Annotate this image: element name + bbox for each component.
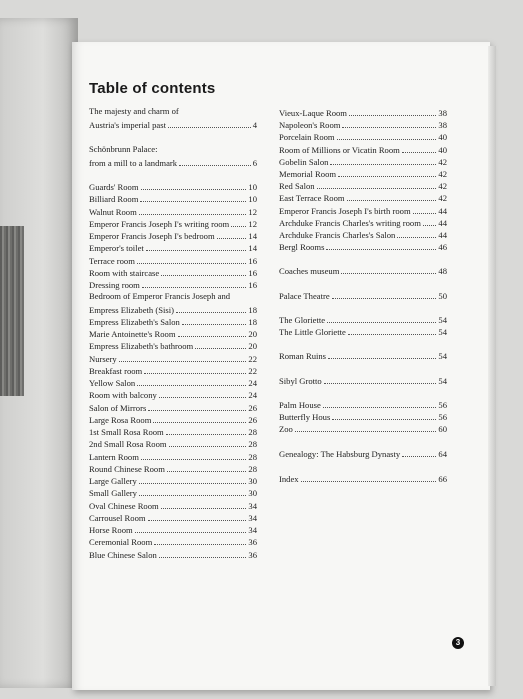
toc-entry bbox=[279, 130, 447, 143]
toc-entry-title: Large Gallery bbox=[89, 476, 137, 486]
dot-leader bbox=[217, 229, 247, 239]
toc-entry bbox=[89, 241, 257, 254]
toc-entry bbox=[279, 118, 447, 131]
toc-entry bbox=[279, 106, 447, 119]
toc-entry bbox=[279, 374, 447, 387]
toc-entry-title: Blue Chinese Salon bbox=[89, 549, 157, 560]
toc-entry-title: Large Rosa Room bbox=[89, 414, 152, 425]
toc-entry-title: Breakfast room bbox=[89, 365, 143, 376]
toc-entry bbox=[89, 278, 257, 291]
dot-leader bbox=[338, 167, 436, 177]
dot-leader bbox=[141, 450, 247, 460]
toc-entry-title: Walnut Room bbox=[89, 206, 137, 217]
toc-entry-title: The Little Gloriette bbox=[279, 327, 346, 337]
dot-leader bbox=[142, 278, 247, 288]
toc-entry bbox=[89, 535, 257, 548]
toc-entry-title: Lantern Room bbox=[89, 451, 139, 462]
dot-leader bbox=[176, 303, 246, 313]
toc-entry-title: Index bbox=[279, 474, 299, 484]
left-page bbox=[0, 18, 78, 688]
toc-entry-page: 12 bbox=[248, 218, 257, 229]
toc-entry bbox=[89, 499, 257, 512]
toc-entry-title-line: The majesty and charm of bbox=[89, 106, 179, 116]
toc-entry-title: Small Gallery bbox=[89, 488, 137, 499]
toc-entry-title: Porcelain Room bbox=[279, 132, 335, 143]
toc-entry-page: 44 bbox=[438, 230, 447, 240]
toc-entry-page: 56 bbox=[438, 400, 447, 410]
toc-entry bbox=[89, 376, 257, 389]
toc-entry-page: 22 bbox=[248, 365, 257, 376]
toc-entry-page: 18 bbox=[248, 304, 257, 315]
toc-entry-page: 44 bbox=[438, 205, 447, 216]
toc-entry-title: Zoo bbox=[279, 424, 293, 434]
dot-leader bbox=[348, 325, 437, 335]
dot-leader bbox=[169, 437, 247, 447]
toc-entry bbox=[89, 425, 257, 438]
dot-leader bbox=[178, 327, 247, 337]
toc-entry bbox=[89, 437, 257, 450]
toc-entry bbox=[89, 548, 257, 561]
toc-entry bbox=[89, 486, 257, 499]
toc-entry-page: 34 bbox=[248, 512, 257, 523]
toc-entry-title: The Gloriette bbox=[279, 315, 326, 325]
dot-leader bbox=[327, 313, 436, 323]
dot-leader bbox=[295, 422, 437, 432]
dot-leader bbox=[347, 191, 437, 201]
dot-leader bbox=[317, 179, 437, 189]
toc-entry bbox=[89, 205, 257, 218]
dot-leader bbox=[328, 349, 436, 359]
toc-entry-page: 56 bbox=[438, 412, 447, 422]
dot-leader bbox=[146, 241, 247, 251]
toc-entry bbox=[89, 462, 257, 475]
toc-entry bbox=[279, 349, 447, 362]
dot-leader bbox=[195, 339, 246, 349]
toc-entry bbox=[89, 192, 257, 205]
toc-entry-title: Marie Antoinette's Room bbox=[89, 329, 176, 339]
toc-entry-title: Guards' Room bbox=[89, 182, 139, 192]
toc-entry-page: 28 bbox=[248, 451, 257, 462]
toc-entry-title: Round Chinese Room bbox=[89, 463, 165, 474]
toc-entry-page: 42 bbox=[438, 193, 447, 204]
toc-entry-page: 20 bbox=[248, 329, 257, 339]
dot-leader bbox=[140, 192, 246, 202]
toc-entry-page: 30 bbox=[248, 476, 257, 486]
toc-entry-title: Terrace room bbox=[89, 255, 135, 266]
toc-entry-title: Room of Millions or Vicatin Room bbox=[279, 144, 400, 155]
toc-entry-title: Emperor Francis Joseph I's writing room bbox=[89, 218, 230, 229]
toc-entry-title: Genealogy: The Habsburg Dynasty bbox=[279, 449, 401, 459]
toc-entry bbox=[89, 339, 257, 352]
toc-entry-page: 42 bbox=[438, 156, 447, 167]
toc-entry-page: 64 bbox=[438, 449, 447, 459]
toc-entry bbox=[89, 266, 257, 279]
toc-entry bbox=[89, 327, 257, 340]
toc-entry-title: East Terrace Room bbox=[279, 193, 345, 204]
dot-leader bbox=[330, 155, 436, 165]
dot-leader bbox=[349, 106, 436, 116]
dot-leader bbox=[323, 398, 437, 408]
dot-leader bbox=[141, 180, 247, 190]
toc-entry bbox=[89, 474, 257, 487]
toc-entry-page: 28 bbox=[248, 463, 257, 474]
toc-entry-title: Empress Elizabeth (Sisi) bbox=[89, 304, 174, 315]
toc-entry bbox=[279, 325, 447, 338]
toc-entry bbox=[89, 303, 257, 316]
toc-entry bbox=[279, 179, 447, 192]
dot-leader bbox=[139, 486, 246, 496]
toc-entry-page: 16 bbox=[248, 280, 257, 290]
dot-leader bbox=[337, 130, 437, 140]
toc-entry-page: 36 bbox=[248, 549, 257, 560]
dot-leader bbox=[326, 240, 436, 250]
toc-entry-page: 54 bbox=[438, 376, 447, 386]
toc-entry-title: Room with balcony bbox=[89, 390, 157, 401]
dot-leader bbox=[332, 410, 436, 420]
toc-entry-page: 46 bbox=[438, 242, 447, 253]
dot-leader bbox=[135, 523, 247, 533]
toc-entry bbox=[89, 413, 257, 426]
toc-entry-page: 36 bbox=[248, 537, 257, 548]
toc-entry bbox=[279, 216, 447, 229]
toc-entry bbox=[89, 523, 257, 536]
dot-leader bbox=[153, 413, 246, 423]
toc-entry-page: 42 bbox=[438, 181, 447, 192]
toc-entry-page: 10 bbox=[248, 182, 257, 192]
page-edge bbox=[488, 46, 496, 686]
toc-entry-title: Empress Elizabeth's Salon bbox=[89, 316, 180, 327]
toc-entry-page: 24 bbox=[248, 378, 257, 388]
dot-leader bbox=[402, 143, 437, 153]
toc-entry-title: Empress Elizabeth's bathroom bbox=[89, 341, 194, 352]
page-title: Table of contents bbox=[89, 80, 216, 97]
toc-entry-title: Vieux-Laque Room bbox=[279, 108, 347, 118]
dot-leader bbox=[167, 462, 246, 472]
toc-entry-title-line: from a mill to a landmark bbox=[89, 158, 178, 168]
toc-entry-title: Emperor's toilet bbox=[89, 243, 144, 254]
toc-entry-page: 66 bbox=[438, 474, 447, 484]
toc-entry-page: 18 bbox=[248, 316, 257, 327]
dot-leader bbox=[301, 472, 437, 482]
toc-entry-title-line: Austria's imperial past bbox=[89, 120, 166, 130]
dot-leader bbox=[144, 364, 246, 374]
dot-leader bbox=[231, 217, 246, 227]
toc-entry bbox=[279, 240, 447, 253]
toc-entry-title: Salon of Mirrors bbox=[89, 402, 147, 413]
toc-entry bbox=[89, 352, 257, 365]
toc-entry bbox=[89, 217, 257, 230]
toc-entry bbox=[279, 447, 447, 460]
toc-entry bbox=[89, 450, 257, 463]
toc-entry bbox=[279, 472, 447, 485]
toc-entry-page: 26 bbox=[248, 402, 257, 413]
toc-entry-title: Ceremonial Room bbox=[89, 537, 153, 548]
toc-entry-title: Butterfly Hous bbox=[279, 412, 331, 422]
toc-entry bbox=[279, 143, 447, 156]
toc-entry bbox=[279, 155, 447, 168]
toc-entry-page: 26 bbox=[248, 414, 257, 425]
dot-leader bbox=[423, 216, 437, 226]
toc-entry-page: 50 bbox=[438, 291, 447, 301]
toc-entry-title-line: Schönbrunn Palace: bbox=[89, 144, 158, 154]
toc-entry-page: 22 bbox=[248, 353, 257, 364]
toc-entry bbox=[89, 254, 257, 267]
toc-entry-page: 28 bbox=[248, 439, 257, 450]
toc-entry-title: Archduke Francis Charles's writing room bbox=[279, 217, 421, 228]
toc-entry-title: 1st Small Rosa Room bbox=[89, 427, 164, 437]
toc-entry-title: Emperor Francis Joseph I's birth room bbox=[279, 205, 411, 216]
dot-leader bbox=[161, 499, 247, 509]
toc-entry-page: 24 bbox=[248, 390, 257, 401]
toc-entry-page: 30 bbox=[248, 488, 257, 499]
toc-entry-title: Gobelin Salon bbox=[279, 156, 329, 167]
toc-entry-page: 60 bbox=[438, 424, 447, 434]
dot-leader bbox=[168, 118, 251, 128]
toc-entry bbox=[279, 289, 447, 302]
toc-entry-title: Bergl Rooms bbox=[279, 242, 325, 253]
dot-leader bbox=[137, 254, 246, 264]
toc-entry bbox=[279, 422, 447, 435]
toc-entry bbox=[89, 401, 257, 414]
toc-entry-title: Horse Room bbox=[89, 525, 133, 535]
dot-leader bbox=[413, 204, 437, 214]
dot-leader bbox=[166, 425, 247, 435]
toc-entry-title: Billiard Room bbox=[89, 194, 139, 205]
toc-entry bbox=[279, 167, 447, 180]
toc-entry-page: 14 bbox=[248, 243, 257, 254]
toc-entry-title: Dressing room bbox=[89, 280, 140, 290]
toc-entry-page: 12 bbox=[248, 206, 257, 217]
toc-entry bbox=[89, 388, 257, 401]
toc-entry-page: 6 bbox=[252, 158, 257, 168]
dot-leader bbox=[182, 315, 247, 325]
dot-leader bbox=[139, 474, 247, 484]
toc-entry-page: 10 bbox=[248, 194, 257, 205]
toc-entry-page: 40 bbox=[438, 144, 447, 155]
dot-leader bbox=[397, 228, 436, 238]
toc-entry-title: 2nd Small Rosa Room bbox=[89, 439, 167, 450]
toc-entry-page: 42 bbox=[438, 169, 447, 179]
toc-entry bbox=[89, 229, 257, 242]
toc-entry-title: Nursery bbox=[89, 353, 117, 364]
dot-leader bbox=[341, 264, 436, 274]
toc-entry-title: Memorial Room bbox=[279, 169, 337, 179]
toc-entry-page: 54 bbox=[438, 351, 447, 361]
toc-entry-page: 16 bbox=[248, 255, 257, 266]
toc-entry bbox=[89, 118, 257, 131]
toc-entry-title: Room with staircase bbox=[89, 267, 160, 278]
toc-entry-page: 38 bbox=[438, 120, 447, 131]
dot-leader bbox=[159, 548, 247, 558]
dot-leader bbox=[154, 535, 246, 545]
toc-entry-title: Bedroom of Emperor Francis Joseph and bbox=[89, 291, 231, 302]
dot-leader bbox=[148, 401, 246, 411]
toc-entry-title: Palm House bbox=[279, 400, 321, 410]
dot-leader bbox=[342, 118, 436, 128]
toc-entry bbox=[89, 290, 257, 302]
toc-entry-page: 14 bbox=[248, 231, 257, 241]
toc-entry bbox=[89, 315, 257, 328]
toc-entry bbox=[279, 264, 447, 277]
dot-leader bbox=[179, 156, 251, 166]
toc-entry-title: Palace Theatre bbox=[279, 291, 330, 301]
toc-entry-page: 34 bbox=[248, 500, 257, 511]
toc-entry-page: 40 bbox=[438, 132, 447, 143]
page-number-badge: 3 bbox=[452, 637, 464, 649]
toc-entry-page: 48 bbox=[438, 266, 447, 276]
toc-entry-title: Archduke Francis Charles's Salon bbox=[279, 230, 396, 240]
dot-leader bbox=[139, 205, 247, 215]
toc-entry bbox=[89, 156, 257, 169]
dot-leader bbox=[332, 289, 437, 299]
toc-entry-page: 4 bbox=[252, 120, 257, 130]
toc-entry-title: Red Salon bbox=[279, 181, 315, 192]
toc-entry-page: 28 bbox=[248, 427, 257, 437]
toc-entry-page: 16 bbox=[248, 267, 257, 278]
toc-entry-title: Emperor Francis Joseph I's bedroom bbox=[89, 231, 215, 241]
toc-entry bbox=[279, 191, 447, 204]
toc-entry-title: Oval Chinese Room bbox=[89, 500, 159, 511]
toc-entry-page: 34 bbox=[248, 525, 257, 535]
dot-leader bbox=[159, 388, 247, 398]
toc-entry bbox=[89, 511, 257, 524]
toc-entry-title: Napoleon's Room bbox=[279, 120, 341, 131]
dot-leader bbox=[161, 266, 246, 276]
toc-entry bbox=[89, 180, 257, 193]
toc-entry bbox=[89, 364, 257, 377]
dot-leader bbox=[324, 374, 437, 384]
dot-leader bbox=[148, 511, 247, 521]
toc-entry bbox=[279, 228, 447, 241]
toc-entry-page: 54 bbox=[438, 327, 447, 337]
left-page-photo bbox=[0, 226, 24, 396]
toc-entry-title: Roman Ruins bbox=[279, 351, 327, 361]
toc-entry-title: Carrousel Room bbox=[89, 512, 146, 523]
toc-entry-page: 44 bbox=[438, 217, 447, 228]
dot-leader bbox=[402, 447, 436, 457]
dot-leader bbox=[137, 376, 246, 386]
toc-entry-title: Sibyl Grotto bbox=[279, 376, 322, 386]
toc-entry-title: Yellow Salon bbox=[89, 378, 136, 388]
toc-entry bbox=[279, 204, 447, 217]
toc-entry-page: 54 bbox=[438, 315, 447, 325]
toc-entry-title: Coaches museum bbox=[279, 266, 340, 276]
toc-entry-page: 20 bbox=[248, 341, 257, 352]
toc-entry-page: 38 bbox=[438, 108, 447, 118]
dot-leader bbox=[119, 352, 247, 362]
